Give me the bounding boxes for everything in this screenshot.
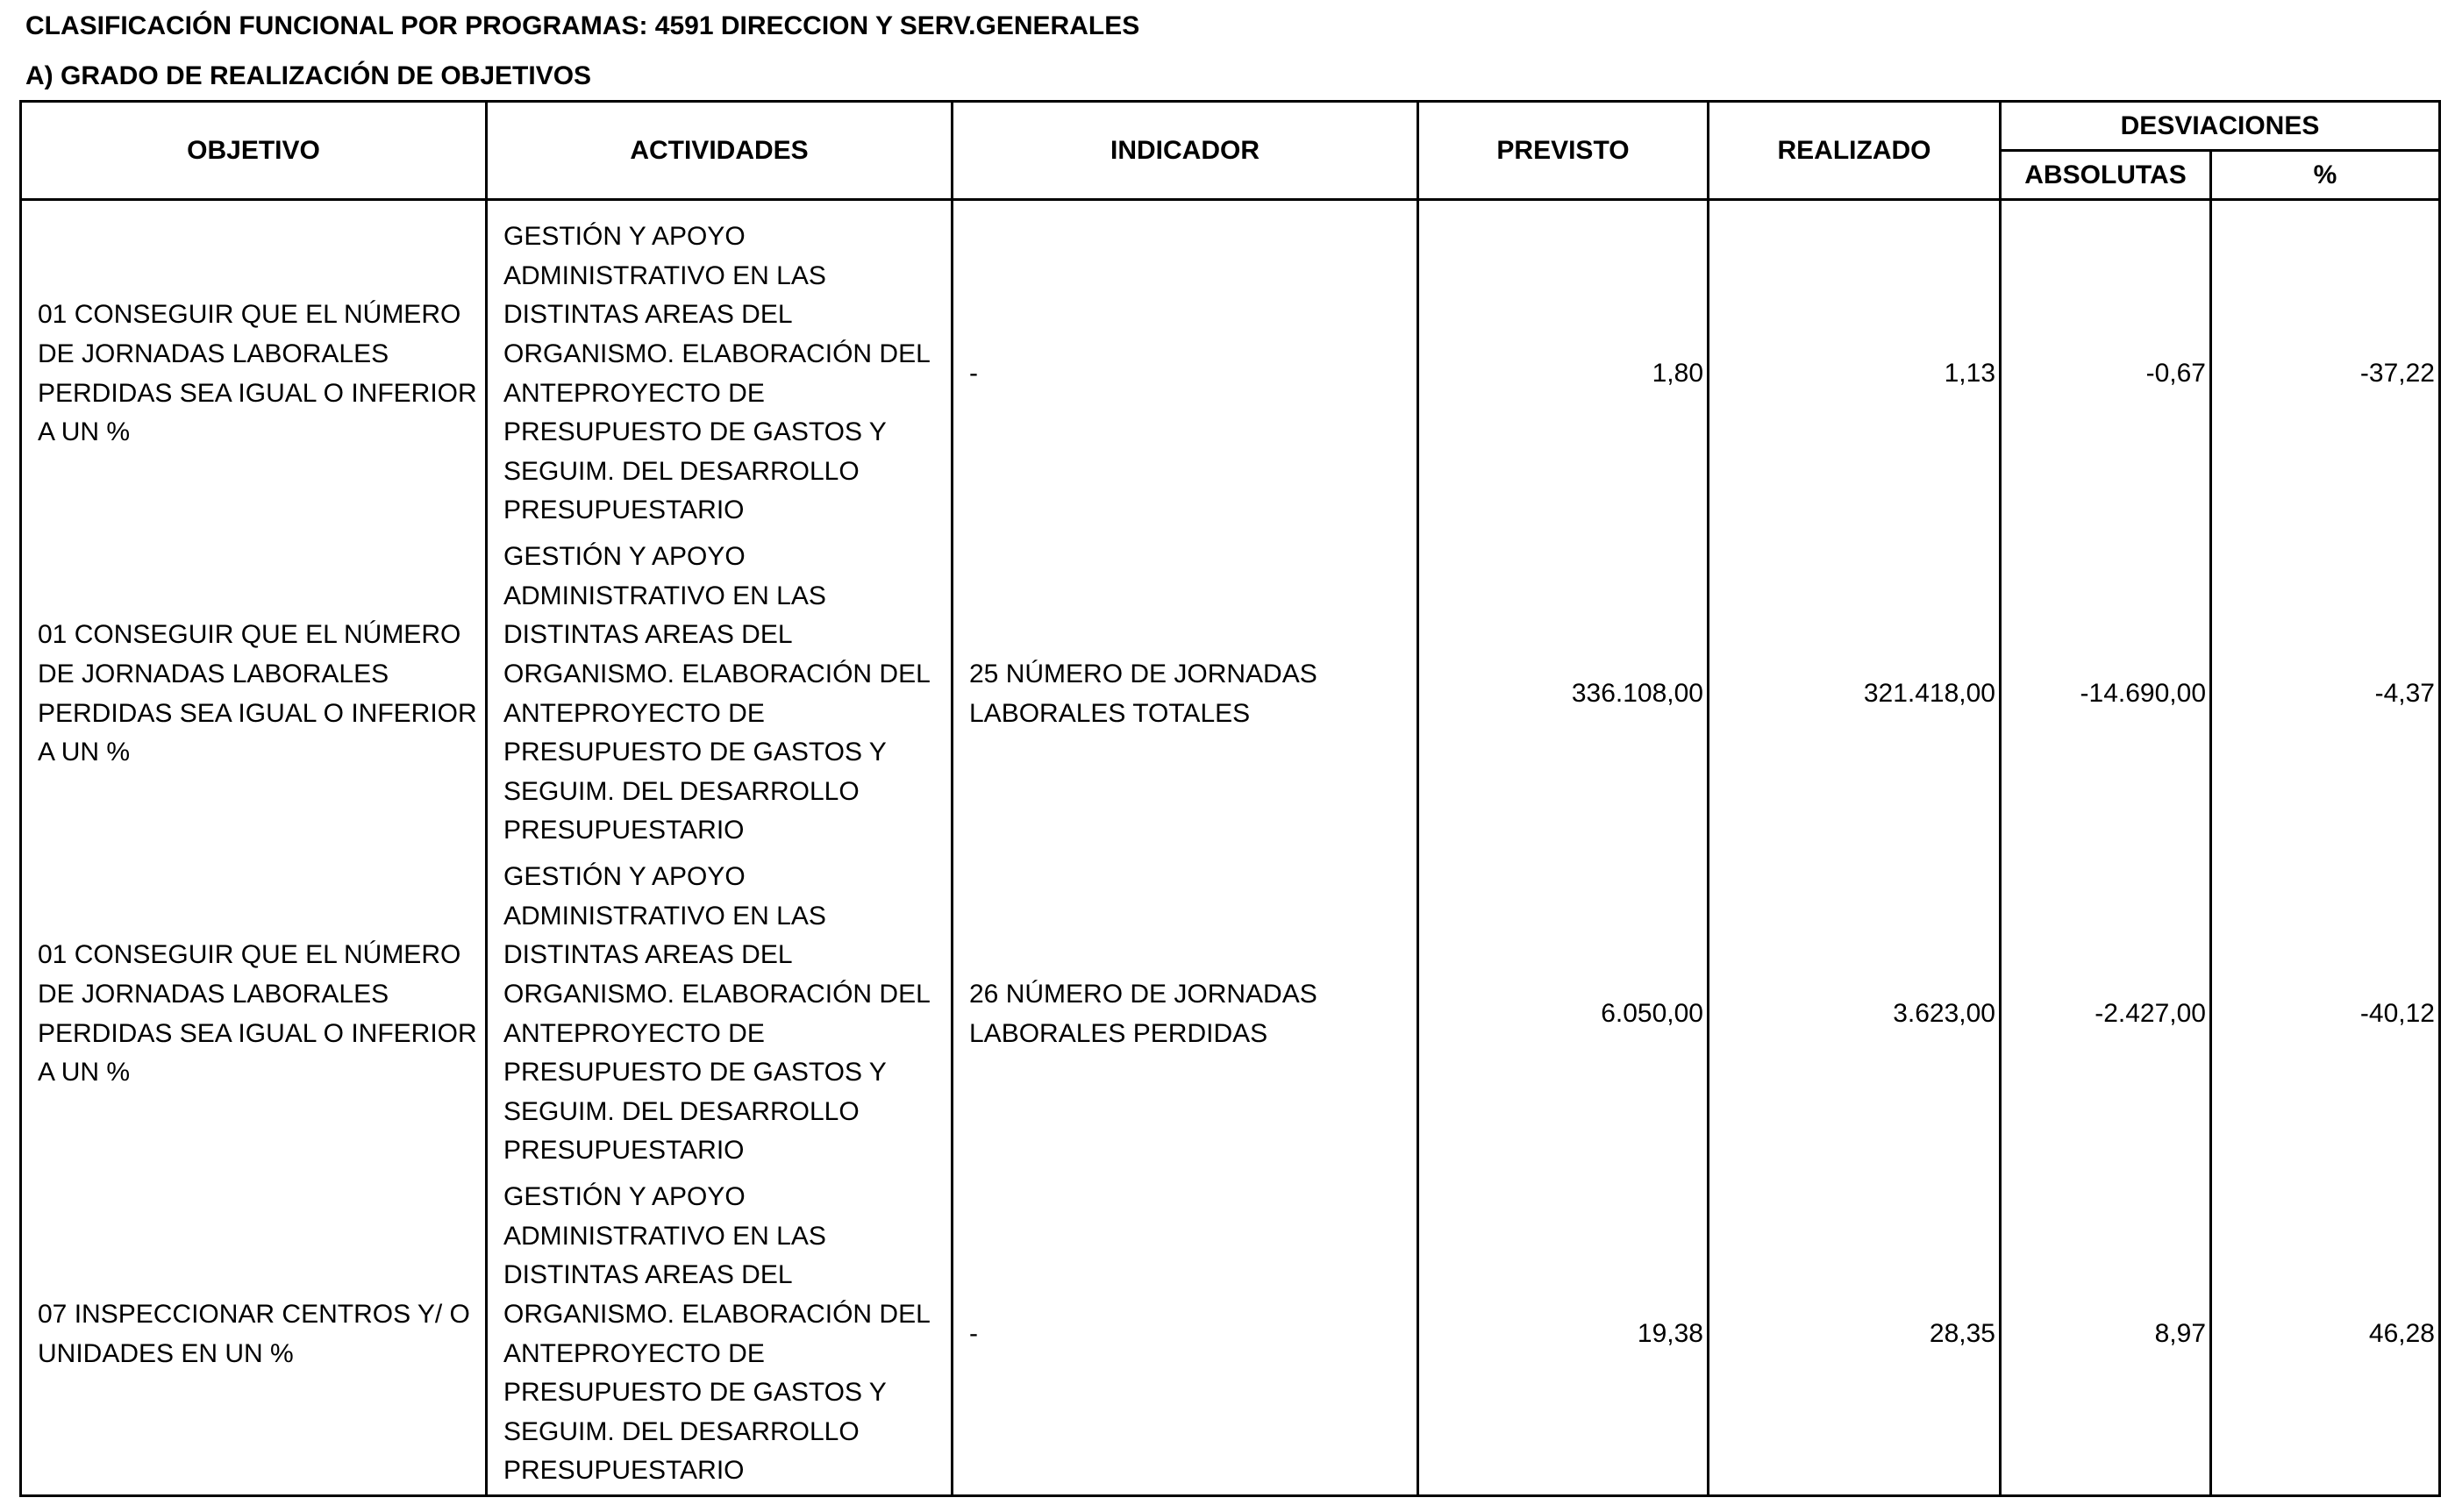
cell-previsto: 336.108,00 [1418, 534, 1709, 854]
cell-actividades: GESTIÓN Y APOYO ADMINISTRATIVO EN LAS DISTINTAS AREAS DEL ORGANISMO. ELABORACIÓN DEL ANTEPROYECTO DE PRESUPUESTO DE GASTOS Y SEGUIM. DEL DESARROLLO PRESUPUESTARIO [487, 534, 953, 854]
cell-objetivo: 01 CONSEGUIR QUE EL NÚMERO DE JORNADAS LABORALES PERDIDAS SEA IGUAL O INFERIOR A UN % [21, 200, 487, 535]
table-row [21, 534, 2440, 854]
cell-porcentaje: -37,22 [2211, 200, 2440, 535]
cell-previsto: 1,80 [1418, 200, 1709, 535]
cell-objetivo: 01 CONSEGUIR QUE EL NÚMERO DE JORNADAS LABORALES PERDIDAS SEA IGUAL O INFERIOR A UN % [21, 534, 487, 854]
cell-absolutas: -14.690,00 [2001, 534, 2211, 854]
cell-absolutas: -2.427,00 [2001, 854, 2211, 1174]
header-porcentaje: % [2211, 151, 2440, 200]
cell-indicador: 26 NÚMERO DE JORNADAS LABORALES PERDIDAS [953, 854, 1418, 1174]
header-realizado: REALIZADO [1709, 102, 2001, 200]
header-actividades: ACTIVIDADES [487, 102, 953, 200]
table-row [21, 1174, 2440, 1496]
header-indicador: INDICADOR [953, 102, 1418, 200]
cell-absolutas: 8,97 [2001, 1174, 2211, 1496]
header-absolutas: ABSOLUTAS [2001, 151, 2211, 200]
cell-indicador: - [953, 1174, 1418, 1496]
header-objetivo: OBJETIVO [21, 102, 487, 200]
section-title: A) GRADO DE REALIZACIÓN DE OBJETIVOS [25, 61, 592, 90]
cell-realizado: 3.623,00 [1709, 854, 2001, 1174]
cell-realizado: 28,35 [1709, 1174, 2001, 1496]
table-row [21, 200, 2440, 535]
objectives-table [19, 100, 2441, 1497]
document-title: CLASIFICACIÓN FUNCIONAL POR PROGRAMAS: 4591 DIRECCION Y SERV.GENERALES [25, 11, 1140, 40]
cell-actividades: GESTIÓN Y APOYO ADMINISTRATIVO EN LAS DISTINTAS AREAS DEL ORGANISMO. ELABORACIÓN DEL ANTEPROYECTO DE PRESUPUESTO DE GASTOS Y SEGUIM. DEL DESARROLLO PRESUPUESTARIO [487, 1174, 953, 1496]
cell-porcentaje: 46,28 [2211, 1174, 2440, 1496]
header-desviaciones: DESVIACIONES [2001, 102, 2440, 151]
cell-porcentaje: -40,12 [2211, 854, 2440, 1174]
cell-objetivo: 07 INSPECCIONAR CENTROS Y/ O UNIDADES EN UN % [21, 1174, 487, 1496]
cell-indicador: 25 NÚMERO DE JORNADAS LABORALES TOTALES [953, 534, 1418, 854]
cell-objetivo: 01 CONSEGUIR QUE EL NÚMERO DE JORNADAS LABORALES PERDIDAS SEA IGUAL O INFERIOR A UN % [21, 854, 487, 1174]
cell-previsto: 19,38 [1418, 1174, 1709, 1496]
cell-realizado: 1,13 [1709, 200, 2001, 535]
cell-realizado: 321.418,00 [1709, 534, 2001, 854]
header-previsto: PREVISTO [1418, 102, 1709, 200]
cell-indicador: - [953, 200, 1418, 535]
cell-absolutas: -0,67 [2001, 200, 2211, 535]
table-row [21, 854, 2440, 1174]
cell-actividades: GESTIÓN Y APOYO ADMINISTRATIVO EN LAS DISTINTAS AREAS DEL ORGANISMO. ELABORACIÓN DEL ANTEPROYECTO DE PRESUPUESTO DE GASTOS Y SEGUIM. DEL DESARROLLO PRESUPUESTARIO [487, 200, 953, 535]
cell-previsto: 6.050,00 [1418, 854, 1709, 1174]
cell-actividades: GESTIÓN Y APOYO ADMINISTRATIVO EN LAS DISTINTAS AREAS DEL ORGANISMO. ELABORACIÓN DEL ANTEPROYECTO DE PRESUPUESTO DE GASTOS Y SEGUIM. DEL DESARROLLO PRESUPUESTARIO [487, 854, 953, 1174]
cell-porcentaje: -4,37 [2211, 534, 2440, 854]
